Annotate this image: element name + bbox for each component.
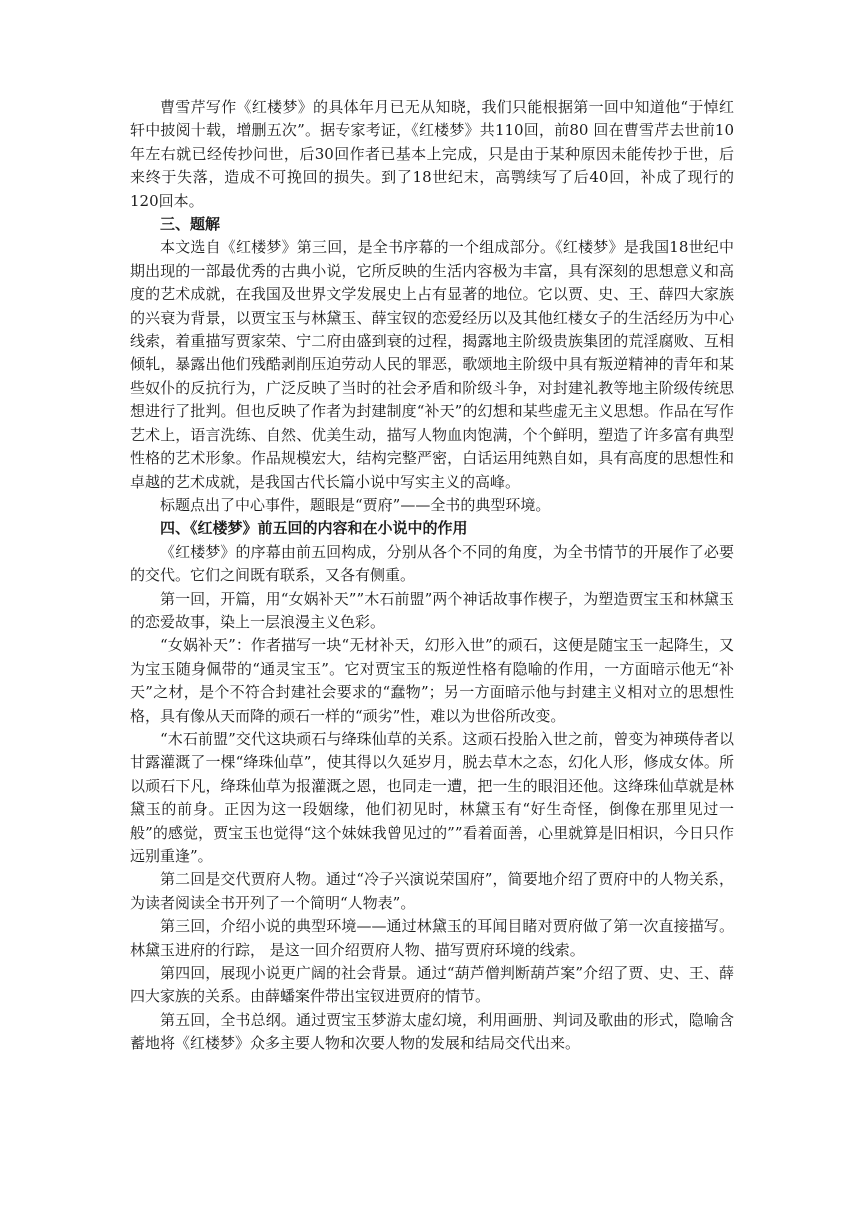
heading-title-analysis: 三、题解 (160, 215, 221, 234)
paragraph-mushi: “木石前盟”交代这块顽石与绛珠仙草的关系。这顽石投胎入世之前，曾变为神瑛侍者以甘露灌溉了一棵“绛珠仙草”，使其得以久延岁月，脱去草木之态，幻化人形，修成女体。所以顽石下凡，绛珠仙草为报灌溉之恩，也同走一遭，把一生的眼泪还他。这绛珠仙草就是林黛玉的前身。正因为这一段姻缘，他们初见时，林黛玉有“好生奇怪，倒像在那里见过一般”的感觉，贾宝玉也觉得“这个妹妹我曾见过的””看着面善，心里就算是旧相识，今日只作远别重逢”。 (130, 729, 734, 865)
paragraph-chapter-5: 第五回，全书总纲。通过贾宝玉梦游太虚幻境，利用画册、判词及歌曲的形式，隐喻含蓄地将《红楼梦》众多主要人物和次要人物的发展和结局交代出来。 (130, 1010, 734, 1053)
paragraph-nuwa: “女娲补天”：作者描写一块“无材补天，幻形入世”的顽石，这便是随宝玉一起降生，又为宝玉随身佩带的“通灵宝玉”。它对贾宝玉的叛逆性格有隐喻的作用，一方面暗示他无“补天”之材，是个不符合封建社会要求的“蠢物”；另一方面暗示他与封建主义相对立的思想性格，具有像从天而降的顽石一样的“顽劣”性，难以为世俗所改变。 (130, 636, 734, 725)
paragraph-analysis-1: 本文选自《红楼梦》第三回，是全书序幕的一个组成部分。《红楼梦》是我国18世纪中期出现的一部最优秀的古典小说，它所反映的生活内容极为丰富，具有深刻的思想意义和高度的艺术成就，在我国及世界文学发展史上占有显著的地位。它以贾、史、王、薛四大家族的兴衰为背景，以贾宝玉与林黛玉、薛宝钗的恋爱经历以及其他红楼女子的生活经历为中心线索，着重描写贾家荣、宁二府由盛到衰的过程，揭露地主阶级贵族集团的荒淫腐败、互相倾轧，暴露出他们残酷剥削压迫劳动人民的罪恶，歌颂地主阶级中具有叛逆精神的青年和某些奴仆的反抗行为，广泛反映了当时的社会矛盾和阶级斗争，对封建礼教等地主阶级传统思想进行了批判。但也反映了作者为封建制度“补天”的幻想和某些虚无主义思想。作品在写作艺术上，语言洗练、自然、优美生动，描写人物血肉饱满，个个鲜明，塑造了许多富有典型性格的艺术形象。作品规模宏大，结构完整严密，白话运用纯熟自如，具有高度的思想性和卓越的艺术成就，是我国古代长篇小说中写实主义的高峰。 (130, 238, 734, 491)
heading-first-five-chapters: 四、《红楼梦》前五回的内容和在小说中的作用 (160, 519, 468, 538)
paragraph-chapter-3: 第三回，介绍小说的典型环境——通过林黛玉的耳闻目睹对贾府做了第一次直接描写。林黛玉进府的行踪， 是这一回介绍贾府人物、描写贾府环境的线索。 (130, 917, 734, 959)
document-body (130, 96, 734, 1056)
paragraph-chapter-2: 第二回是交代贾府人物。通过“冷子兴演说荣国府”，简要地介绍了贾府中的人物关系，为读者阅读全书开列了一个简明“人物表”。 (130, 870, 734, 912)
paragraph-intro: 《红楼梦》的序幕由前五回构成，分别从各个不同的角度，为全书情节的开展作了必要的交代。它们之间既有联系，又各有侧重。 (130, 542, 734, 585)
paragraph-chapter-4: 第四回，展现小说更广阔的社会背景。通过“葫芦僧判断葫芦案”介绍了贾、史、王、薛四大家族的关系。由薛蟠案件带出宝钗进贾府的情节。 (130, 964, 734, 1006)
paragraph-author-background: 曹雪芹写作《红楼梦》的具体年月已无从知晓，我们只能根据第一回中知道他“于悼红轩中披阅十载，增删五次”。据专家考证，《红楼梦》共110回，前80 回在曹雪芹去世前10年左右就已经传抄问世，后30回作者已基本上完成，只是由于某种原因未能传抄于世，后来终于失落，造成不可挽回的损失。到了18世纪末，高鹗续写了后40回，补成了现行的120回本。 (130, 98, 734, 210)
paragraph-chapter-1: 第一回，开篇，用“女娲补天””木石前盟”两个神话故事作楔子，为塑造贾宝玉和林黛玉的恋爱故事，染上一层浪漫主义色彩。 (130, 589, 734, 631)
paragraph-analysis-2: 标题点出了中心事件，题眼是“贾府”——全书的典型环境。 (160, 495, 551, 514)
